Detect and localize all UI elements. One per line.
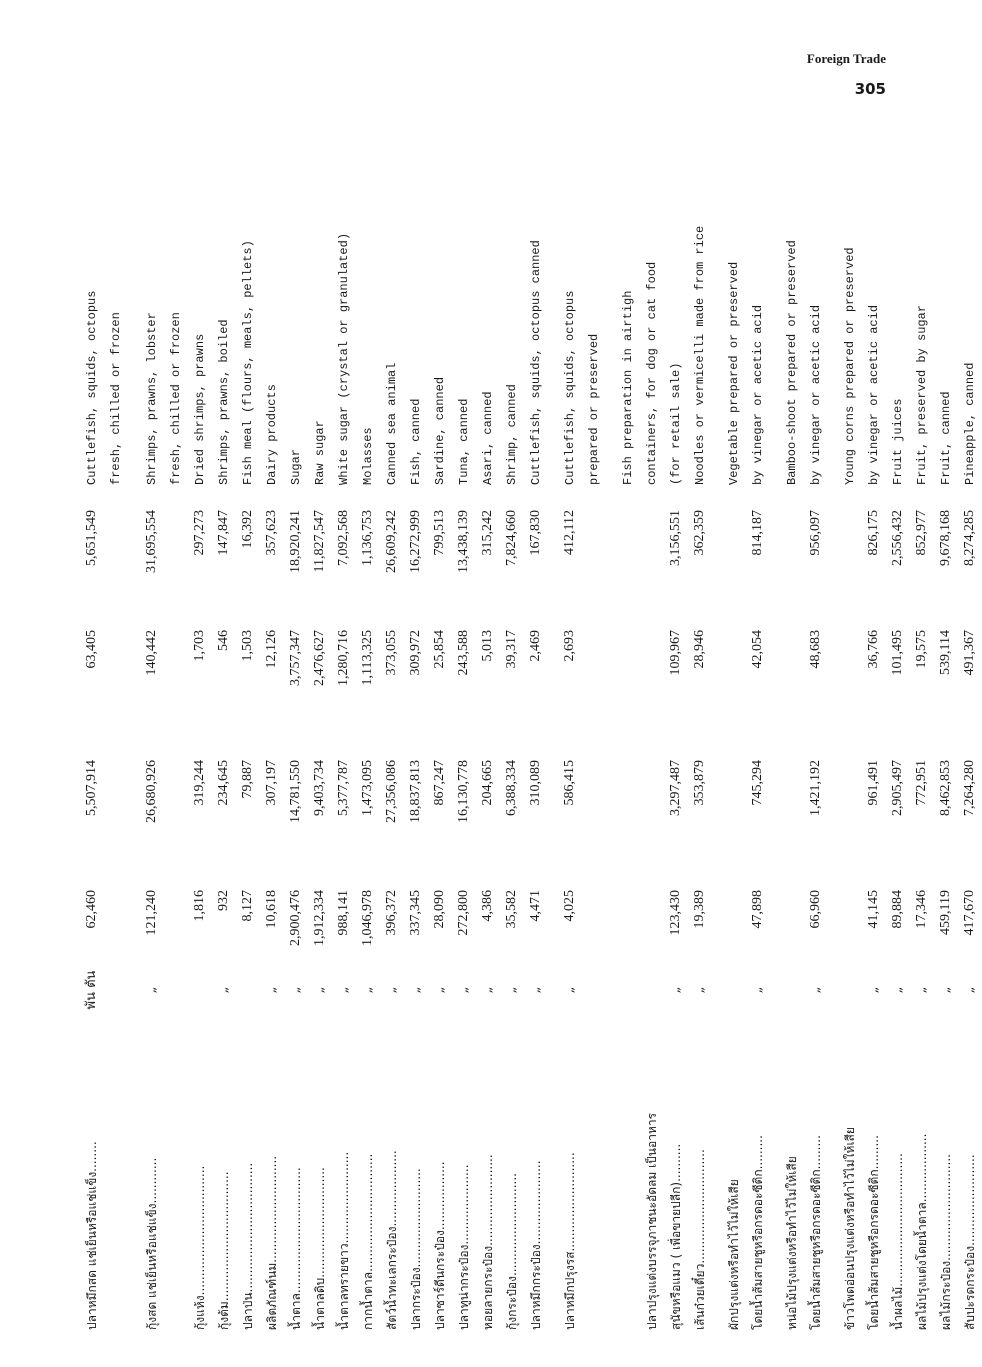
english-label: White sugar (crystal or granulated) [337,232,351,485]
quantity-year2: 1,703 [192,630,207,662]
table-row [582,260,606,1330]
table-row [476,260,500,1330]
value-year1: 772,951 [914,760,929,806]
quantity-year2: 28,946 [692,630,707,669]
quantity-year2: 19,575 [914,630,929,669]
table-row [664,260,688,1330]
table-row [260,260,284,1330]
quantity-year1: 123,430 [668,890,683,936]
value-year2: 16,272,999 [408,510,423,573]
unit-cell: „ [914,986,929,994]
thai-label: ปลาปรุงแต่งบรรจุภาชนะอัดลม เป็นอาหาร [645,1112,659,1330]
value-year2: 3,156,551 [668,510,683,566]
unit-cell: „ [384,986,399,994]
value-year1: 234,645 [216,760,231,806]
value-year1: 204,665 [480,760,495,806]
quantity-year2: 2,693 [562,630,577,662]
english-label: Bamboo-shoot prepared or preserved [785,240,799,485]
value-year2: 814,187 [750,510,765,556]
table-row [356,260,380,1330]
quantity-year2: 3,757,347 [288,630,303,686]
thai-label: ปลากระป๋อง.......................... [409,1168,423,1330]
unit-cell: „ [962,986,977,994]
english-label: Cuttlefish, squids, octopus [85,290,99,485]
thai-label: ข้าวโพดอ่อนปรุงแต่งหรือทำไว้ไม่ให้เสีย [843,1127,857,1330]
english-label: Cuttlefish, squids, octopus canned [529,240,543,485]
value-year1: 3,297,487 [668,760,683,816]
value-year2: 297,273 [192,510,207,556]
value-year2: 1,136,753 [360,510,375,566]
thai-label: น้ำตาลทรายขาว........................ [337,1151,351,1330]
english-label: Vegetable prepared or preserved [727,261,741,485]
value-year1: 2,905,497 [890,760,905,816]
running-header: Foreign Trade [806,51,886,66]
value-year1: 8,462,853 [938,760,953,816]
quantity-year2: 39,317 [504,630,519,669]
unit-cell: „ [216,986,231,994]
thai-label: สับปะรดกระป๋อง........................ [963,1154,977,1330]
unit-cell: „ [408,986,423,994]
thai-label: ผักปรุงแต่งหรือทำไว้ไม่ให้เสีย [727,1179,741,1330]
unit-cell: „ [562,986,577,994]
value-year2: 956,097 [808,510,823,556]
english-label: Asari, canned [481,391,495,485]
thai-label: หน่อไม้ปรุงแต่งหรือทำไว้ไม่ให้เสีย [785,1156,799,1330]
quantity-year2: 546 [216,630,231,651]
thai-label-cont: โดยน้ำส้มสายชูหรือกรดอะซีติก......... [867,1135,881,1330]
table-row [862,260,886,1330]
english-label-cont: prepared or preserved [587,333,601,485]
table-row [500,260,524,1330]
quantity-year2: 140,442 [144,630,159,676]
table-row [332,232,356,1330]
english-label: Fruit, canned [939,391,953,485]
value-year1: 319,244 [192,760,207,806]
thai-label: กุ้งแห้ง.................................. [193,1165,207,1330]
value-year1: 16,130,778 [456,760,471,823]
unit-cell: „ [692,986,707,994]
value-year1: 307,197 [264,760,279,806]
quantity-year1: 17,346 [914,890,929,929]
table-row [404,260,428,1330]
value-year1: 586,415 [562,760,577,806]
value-year1: 79,887 [240,760,255,799]
english-label-cont: containers, for dog or cat food [645,261,659,485]
unit-cell: „ [432,986,447,994]
english-label: Pineapple, canned [963,362,977,485]
english-label: Cuttlefish, squids, octopus [563,290,577,485]
thai-label: น้ำผลไม้................................... [891,1153,905,1330]
quantity-year1: 66,960 [808,890,823,929]
quantity-year2: 539,114 [938,630,953,675]
quantity-year2: 1,280,716 [336,630,351,686]
table-row [746,260,770,1330]
quantity-year1: 10,618 [264,890,279,929]
quantity-year1: 28,090 [432,890,447,929]
quantity-year1: 396,372 [384,890,399,936]
english-label: Molasses [361,427,375,485]
unit-cell: „ [866,986,881,994]
quantity-year2: 2,469 [528,630,543,662]
value-year2: 7,824,660 [504,510,519,566]
table-row [284,260,308,1330]
quantity-year1: 337,345 [408,890,423,936]
english-label: Fish preparation in airtigh [621,290,635,485]
value-year2: 315,242 [480,510,495,556]
table-row [958,260,982,1330]
value-year1: 6,388,334 [504,760,519,816]
value-year1: 353,879 [692,760,707,806]
unit-cell: „ [144,986,159,994]
unit-cell: „ [528,986,543,994]
quantity-year2: 1,503 [240,630,255,662]
table-row [934,260,958,1330]
english-label: Fish meal (flours, meals, pellets) [241,240,255,485]
table-row [688,225,712,1330]
unit-cell: „ [504,986,519,994]
value-year2: 7,092,568 [336,510,351,566]
unit-cell: „ [312,986,327,994]
unit-cell: „ [480,986,495,994]
thai-label: กุ้งกระป๋อง........................... [505,1173,519,1330]
english-label: Dried shrimps, prawns [193,333,207,485]
value-year1: 26,680,926 [144,760,159,823]
thai-label: ผลไม้กระป๋อง............................ [939,1154,953,1330]
english-label-cont: by vinegar or acetic acid [867,304,881,485]
quantity-year1: 988,141 [336,890,351,936]
value-year2: 11,827,547 [312,510,327,573]
value-year1: 867,247 [432,760,447,806]
value-year1: 310,089 [528,760,543,806]
unit-cell: „ [808,986,823,994]
table-row [886,260,910,1330]
quantity-year1: 19,389 [692,890,707,929]
quantity-year1: 8,127 [240,890,255,922]
table-row [212,260,236,1330]
value-year2: 16,392 [240,510,255,549]
unit-cell: „ [360,986,375,994]
thai-label-cont: สุนัขหรือแมว ( เพื่อขายปลีก).......... [669,1143,683,1330]
thai-label: ปลาหมึกสด แช่เย็นหรือแช่แข็ง........ [85,1141,99,1330]
unit-cell: „ [668,986,683,994]
english-label: Young corns prepared or preserved [843,247,857,485]
thai-label: น้ำตาลดิบ............................. [313,1167,327,1330]
quantity-year1: 1,046,978 [360,890,375,946]
thai-label: ปลาทูน่ากระป๋อง..................... [457,1164,471,1330]
quantity-year2: 42,054 [750,630,765,669]
thai-label: เส้นก๋วยเตี๋ยว.............................. [693,1149,707,1330]
quantity-year2: 36,766 [866,630,881,669]
english-label: Tuna, canned [457,398,471,485]
quantity-year2: 373,055 [384,630,399,676]
value-year1: 27,356,086 [384,760,399,823]
value-year1: 1,421,192 [808,760,823,816]
value-year2: 31,695,554 [144,510,159,573]
value-year2: 5,651,549 [84,510,99,566]
english-label: Noodles or vermicelli made from rice [693,225,707,485]
thai-label: ปลาหมึกปรุงรส.......................... [563,1152,577,1330]
quantity-year2: 1,113,325 [360,630,375,686]
value-year2: 357,623 [264,510,279,556]
quantity-year2: 63,405 [84,630,99,669]
table-row [640,260,664,1330]
quantity-year1: 417,670 [962,890,977,936]
table-row [80,260,104,1330]
value-year2: 826,175 [866,510,881,556]
table-row [804,260,828,1330]
table-row [838,247,862,1330]
english-label: Fruit, preserved by sugar [915,304,929,485]
english-label: Shrimps, prawns, lobster [145,312,159,485]
quantity-year2: 5,013 [480,630,495,662]
quantity-year1: 62,460 [84,890,99,929]
value-year1: 745,294 [750,760,765,806]
table-row [140,260,164,1330]
quantity-year2: 101,495 [890,630,905,676]
english-label: Canned sea animal [385,362,399,485]
thai-label: หอยลายกระป๋อง........................ [481,1154,495,1330]
english-label: Fish, canned [409,398,423,485]
table-row [428,260,452,1330]
english-label: Fruit juices [891,398,905,485]
english-label: Sardine, canned [433,376,447,485]
thai-label: กุ้งต้ม.................................. [217,1171,231,1330]
value-year1: 14,781,550 [288,760,303,823]
table-row [722,260,746,1330]
table-row [308,260,332,1330]
thai-label: สัตว์น้ำทะเลกระป๋อง.................... [385,1150,399,1330]
table-row [524,240,548,1330]
table-row [558,260,582,1330]
table-row [236,240,260,1330]
value-year1: 18,837,813 [408,760,423,823]
unit-cell: „ [336,986,351,994]
english-label-cont: fresh, chilled or frozen [109,312,123,485]
english-label: Sugar [289,448,303,485]
thai-label: น้ำตาล................................. [289,1167,303,1330]
quantity-year1: 41,145 [866,890,881,929]
quantity-year1: 121,240 [144,890,159,936]
thai-label: ปลาซาร์ดีนกระป๋อง.................. [433,1161,447,1330]
value-year2: 167,830 [528,510,543,556]
table-row [452,260,476,1330]
value-year2: 852,977 [914,510,929,556]
quantity-year1: 4,386 [480,890,495,922]
unit-cell: „ [890,986,905,994]
table-row [780,240,804,1330]
quantity-year1: 932 [216,890,231,911]
quantity-year2: 2,476,627 [312,630,327,686]
value-year1: 1,473,095 [360,760,375,816]
quantity-year2: 243,588 [456,630,471,676]
thai-label-cont: โดยน้ำส้มสายชูหรือกรดอะซีติก......... [809,1135,823,1330]
unit-cell: „ [938,986,953,994]
english-label-cont: (for retail sale) [669,362,683,485]
quantity-year2: 25,854 [432,630,447,669]
quantity-year2: 48,683 [808,630,823,669]
quantity-year1: 89,884 [890,890,905,929]
table-row [164,260,188,1330]
english-label-cont: by vinegar or acetic acid [751,304,765,485]
thai-label: ปลาหมึกกระป๋อง...................... [529,1160,543,1330]
value-year1: 5,377,787 [336,760,351,816]
unit-cell: „ [288,986,303,994]
quantity-year2: 109,967 [668,630,683,676]
value-year2: 26,609,242 [384,510,399,573]
quantity-year2: 491,367 [962,630,977,676]
value-year2: 9,678,168 [938,510,953,566]
value-year2: 799,513 [432,510,447,556]
quantity-year1: 459,119 [938,890,953,935]
unit-cell: „ [750,986,765,994]
quantity-year2: 309,972 [408,630,423,676]
export-table [80,225,977,1330]
english-label-cont: by vinegar or acetic acid [809,304,823,485]
thai-label: กุ้งสด แช่เย็นหรือแช่แข็ง............ [145,1157,159,1330]
thai-label: กากน้ำตาล............................... [361,1153,375,1330]
quantity-year1: 47,898 [750,890,765,929]
thai-label: ผลิตภัณฑ์นม............................ [265,1155,279,1330]
quantity-year1: 4,025 [562,890,577,922]
quantity-year1: 2,900,476 [288,890,303,946]
english-label: Raw sugar [313,420,327,485]
unit-cell: พัน ตัน [84,970,99,1010]
english-label: Dairy products [265,384,279,485]
value-year1: 7,264,280 [962,760,977,816]
thai-label: ผลไม้ปรุงแต่งโดยน้ำตาล.................. [915,1133,929,1330]
quantity-year1: 1,816 [192,890,207,922]
quantity-year1: 35,582 [504,890,519,929]
quantity-year1: 1,912,334 [312,890,327,946]
thai-label-cont: โดยน้ำส้มสายชูหรือกรดอะซีติก......... [751,1135,765,1330]
quantity-year2: 12,126 [264,630,279,669]
value-year1: 961,491 [866,760,881,806]
table-row [188,260,212,1330]
unit-cell: „ [264,986,279,994]
value-year2: 147,847 [216,510,231,556]
value-year2: 2,556,432 [890,510,905,566]
value-year2: 362,359 [692,510,707,556]
value-year2: 13,438,139 [456,510,471,573]
table-row [910,260,934,1330]
english-label: Shrimps, prawns, boiled [217,319,231,485]
value-year2: 8,274,285 [962,510,977,566]
table-row [616,260,640,1330]
value-year2: 412,112 [562,510,577,555]
page-number: 305 [854,80,886,98]
thai-label: ปลาป่น.................................. [241,1162,255,1330]
table-row [380,260,404,1330]
quantity-year1: 4,471 [528,890,543,922]
value-year1: 5,507,914 [84,760,99,816]
english-label: Shrimp, canned [505,384,519,485]
table-row [104,260,128,1330]
quantity-year1: 272,800 [456,890,471,936]
value-year1: 9,403,734 [312,760,327,816]
value-year2: 18,920,241 [288,510,303,573]
unit-cell: „ [456,986,471,994]
english-label-cont: fresh, chilled or frozen [169,312,183,485]
